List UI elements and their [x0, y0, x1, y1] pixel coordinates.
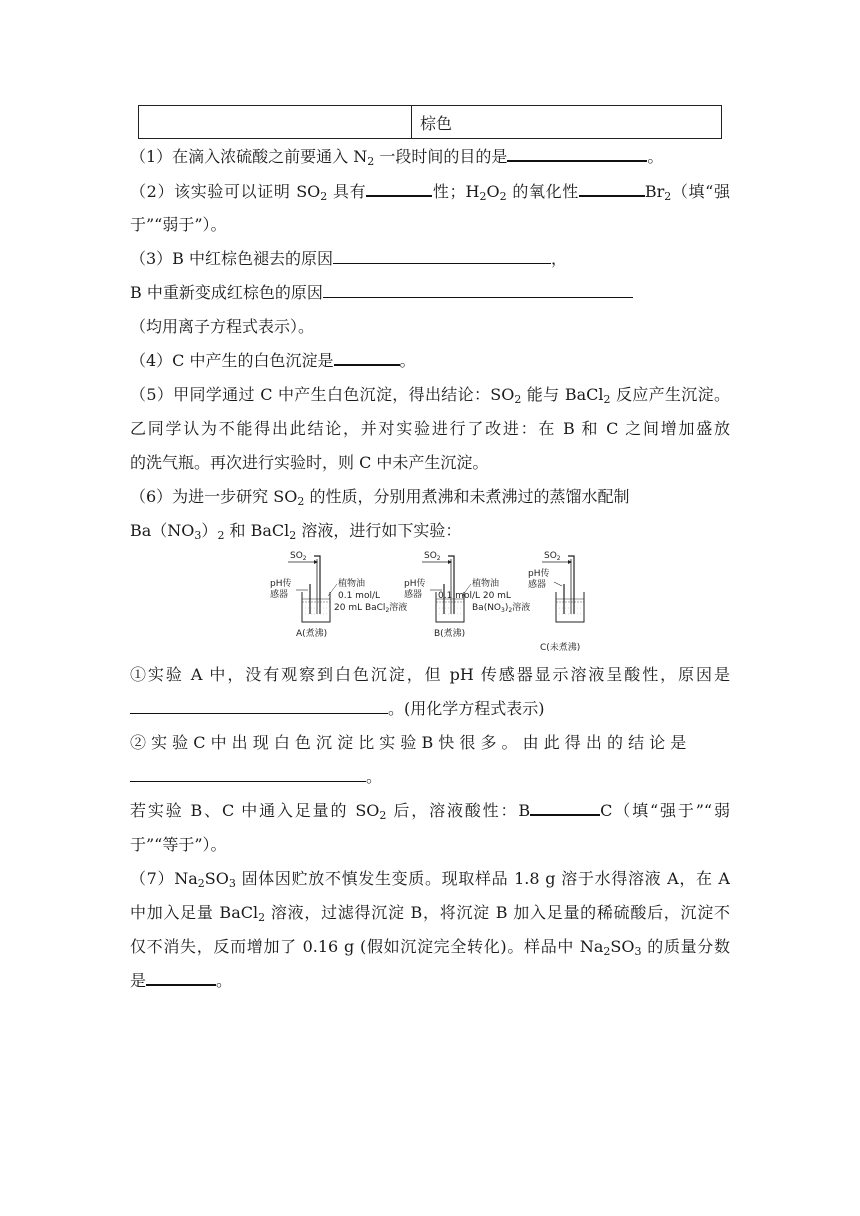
question-7: $(7)Na_2SO_3$ 固体因贮放不慎发生变质。现取样品 1.8 g 溶于水得溶液 A，在 A: [130, 869, 730, 890]
question-7-line2: 中加入足量 BaCl$_2$ 溶液，过滤得沉淀 B，将沉淀 B 加入足量的稀硫酸后，沉淀不: [130, 903, 730, 924]
answer-blank[interactable]: [507, 144, 647, 162]
answer-blank[interactable]: [366, 179, 432, 197]
question-7-line3: 仅不消失，反而增加了 0.16 g (假如沉淀完全转化)。样品中 $Na_2SO_3$ 的质量分数: [130, 937, 730, 958]
ph-sensor-label-b2: 感器: [404, 590, 423, 600]
concentration-label-b: 0.1 mol/L 20 mL: [438, 591, 511, 601]
question-6-line2: $Ba(NO_3)_2$ 和 BaCl$_2$ 溶液，进行如下实验：: [130, 521, 462, 542]
question-7-line4: 是 。: [130, 964, 232, 998]
question-5-line3: 的洗气瓶。再次进行实验时，则 C 中未产生沉淀。: [130, 453, 489, 472]
question-6-2-line3: 若实验 B、C 中通入足量的 $SO_2$ 后，溶液酸性：B C（填“强于”“弱: [130, 794, 730, 828]
table-cell-right: 棕色: [412, 106, 722, 139]
oil-label-b: 植物油: [472, 579, 500, 589]
concentration-label-a: 0.1 mol/L: [338, 591, 380, 601]
beaker-a: [302, 592, 330, 622]
answer-blank[interactable]: [334, 348, 400, 366]
volume-label-a: 20 mL BaCl$_2$溶液: [334, 603, 408, 614]
ph-sensor-label-b: pH传: [404, 579, 426, 589]
beaker-c: [556, 592, 584, 622]
so2-label-b: $SO_2$: [424, 551, 441, 562]
answer-blank[interactable]: [146, 968, 216, 986]
so2-label-a: $SO_2$: [290, 551, 307, 562]
ph-sensor-label-c2: 感器: [528, 580, 547, 590]
question-6-2-line4: 于”“等于”）。: [130, 835, 227, 854]
caption-a: A(煮沸): [296, 629, 328, 639]
ph-sensor-label-c: pH传: [528, 569, 550, 579]
question-5-line2: 乙同学认为不能得出此结论，并对实验进行了改进：在 B 和 C 之间增加盛放: [130, 419, 730, 438]
question-6-2-line2: 。: [130, 760, 382, 794]
question-1: （1）在滴入浓硫酸之前要通入 $N_2$ 一段时间的目的是 。: [130, 140, 663, 174]
table-cell-left: [139, 106, 412, 139]
question-2-cont: 于”“弱于”）。: [130, 215, 227, 234]
answer-blank[interactable]: [530, 798, 600, 816]
caption-c: C(未煮沸): [540, 643, 581, 653]
apparatus-a: [270, 551, 407, 639]
answer-blank[interactable]: [130, 697, 388, 714]
question-6-1-line2: 。(用化学方程式表示): [130, 692, 545, 726]
question-5: （5）甲同学通过 C 中产生白色沉淀，得出结论：$SO_2$ 能与 BaCl$_2$ 反应产生沉淀。: [130, 385, 730, 406]
question-3-b: B 中重新变成红棕色的原因: [130, 276, 633, 310]
question-2: （2）该实验可以证明 $SO_2$ 具有 性；$H_2O_2$ 的氧化性 $Br_2$（填“强: [130, 175, 730, 209]
apparatus-c: [528, 551, 584, 653]
ph-sensor-label-a2: 感器: [270, 590, 289, 600]
solution-label-b: $Ba(NO_3)_2$溶液: [472, 603, 531, 614]
caption-b: B(煮沸): [434, 629, 466, 639]
question-6-2: ② 实 验 C 中 出 现 白 色 沉 淀 比 实 验 B 快 很 多 。 由 此 得 出 的 结 论 是: [130, 733, 687, 752]
ph-sensor-label-a: pH传: [270, 579, 292, 589]
oil-label-a: 植物油: [338, 579, 366, 589]
apparatus-b: [404, 551, 530, 639]
question-3: （3）B 中红棕色褪去的原因 ，: [130, 249, 568, 268]
answer-blank[interactable]: [323, 281, 633, 298]
answer-blank[interactable]: [130, 765, 366, 782]
so2-label-c: $SO_2$: [544, 551, 561, 562]
answer-blank[interactable]: [579, 179, 645, 197]
answer-blank[interactable]: [333, 247, 551, 264]
table-fragment: [138, 105, 722, 139]
question-6: （6）为进一步研究 $SO_2$ 的性质，分别用煮沸和未煮沸过的蒸馏水配制: [130, 487, 630, 508]
question-3-c: （均用离子方程式表示）。: [130, 317, 315, 336]
question-4: （4）C 中产生的白色沉淀是 。: [130, 344, 416, 378]
question-6-1: ①实验 A 中，没有观察到白色沉淀，但 pH 传感器显示溶液呈酸性，原因是: [130, 665, 730, 684]
table-row: [139, 106, 722, 139]
experiment-figure: [258, 546, 602, 654]
